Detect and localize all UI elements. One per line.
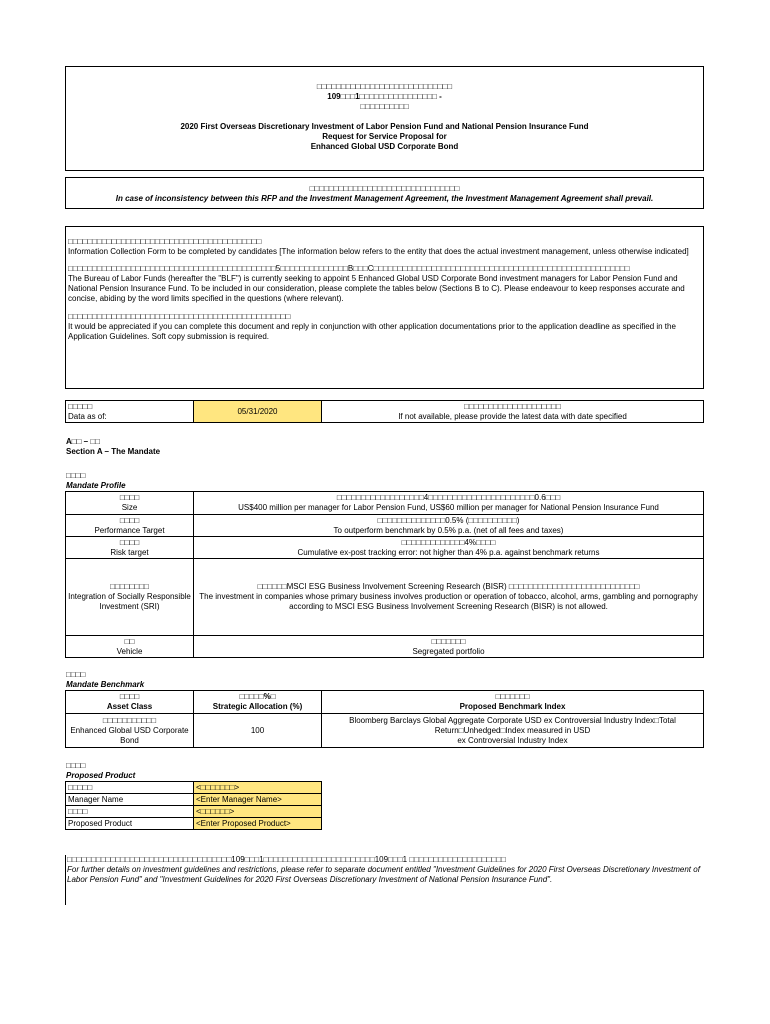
vehicle-label-cell [66, 636, 194, 658]
size-label-en: Size [121, 503, 138, 512]
table-row [66, 714, 704, 748]
proposed-product-title-zh: □□□□ [66, 761, 86, 770]
risk-value-zh: □□□□□□□□□□□□□4%□□□□ [401, 537, 496, 547]
zh-title-line1: □□□□□□□□□□□□□□□□□□□□□□□□□□□□ [316, 82, 453, 91]
size-value-zh: □□□□□□□□□□□□□□□□□□4□□□□□□□□□□□□□□□□□□□□□□0.6□□□ [336, 493, 561, 502]
header-asset-class-en: Asset Class [106, 702, 153, 711]
size-value-cell [194, 492, 704, 515]
performance-label-cell [66, 515, 194, 537]
size-label-cell [66, 492, 194, 515]
performance-label-en: Performance Target [94, 525, 165, 535]
vehicle-value-zh: □□□□□□□ [431, 636, 466, 646]
manager-name-input[interactable]: <Enter Manager Name> [194, 794, 322, 806]
header-benchmark-index-en: Proposed Benchmark Index [459, 702, 566, 711]
table-row [66, 818, 322, 830]
data-as-of-label [66, 401, 194, 423]
data-as-of-note-en: If not available, please provide the latest data with date specified [398, 411, 627, 421]
mandate-benchmark-title-en: Mandate Benchmark [66, 680, 145, 689]
data-as-of-label-zh: □□□□□ [68, 401, 93, 411]
en-title-line1: 2020 First Overseas Discretionary Investment of Labor Pension Fund and National Pension Insurance Fund [180, 122, 589, 131]
header-allocation-en: Strategic Allocation (%) [212, 702, 303, 711]
section-a-title-zh: A□□ – □□ [66, 437, 100, 446]
intro-p1-zh: □□□□□□□□□□□□□□□□□□□□□□□□□□□□□□□□□□□□□□□□ [68, 237, 262, 246]
performance-label-zh: □□□□ [119, 515, 140, 525]
proposed-product-title-en: Proposed Product [66, 771, 136, 780]
data-as-of-table [65, 400, 704, 423]
asset-class-zh: □□□□□□□□□□□ [102, 715, 157, 725]
sri-value-zh: □□□□□□MSCI ESG Business Involvement Screening Research (BISR) □□□□□□□□□□□□□□□□□□□□□□□□□□□ [257, 582, 640, 591]
vehicle-value-cell [194, 636, 704, 658]
proposed-product-label-zh: □□□□ [66, 806, 194, 818]
proposed-product-table [65, 781, 322, 830]
table-row [66, 559, 704, 636]
mandate-benchmark-table [65, 690, 704, 748]
risk-value-en: Cumulative ex-post tracking error: not higher than 4% p.a. against benchmark returns [297, 547, 600, 557]
sri-label-en: Integration of Socially Responsible Investment (SRI) [68, 592, 191, 611]
mandate-profile-title-en: Mandate Profile [66, 481, 126, 490]
asset-class-en: Enhanced Global USD Corporate Bond [70, 725, 189, 745]
size-label-zh: □□□□ [119, 493, 140, 502]
title-box [65, 66, 704, 171]
performance-value-en: To outperform benchmark by 0.5% p.a. (net of all fees and taxes) [333, 525, 564, 535]
proposed-product-label: Proposed Product [66, 818, 194, 830]
risk-value-cell [194, 537, 704, 559]
header-allocation [194, 691, 322, 714]
header-allocation-zh: □□□□□%□ [239, 692, 276, 701]
data-as-of-note-zh: □□□□□□□□□□□□□□□□□□□□ [464, 401, 561, 411]
performance-value-cell [194, 515, 704, 537]
table-row [66, 492, 704, 515]
intro-p3-zh: □□□□□□□□□□□□□□□□□□□□□□□□□□□□□□□□□□□□□□□□□□□□□□ [68, 312, 291, 321]
footnote [65, 855, 705, 905]
benchmark-index-line3: ex Controversial Industry Index [457, 735, 568, 745]
risk-label-en: Risk target [110, 547, 149, 557]
table-row [66, 806, 322, 818]
manager-name-input-zh[interactable]: <□□□□□□□> [194, 782, 322, 794]
size-value-en: US$400 million per manager for Labor Pension Fund, US$60 million per manager for National Pension Insurance Fund [238, 503, 659, 512]
data-as-of-label-en: Data as of: [68, 411, 107, 421]
table-row [66, 691, 704, 714]
manager-name-label-zh: □□□□□ [66, 782, 194, 794]
risk-label-cell [66, 537, 194, 559]
mandate-profile-title-zh: □□□□ [66, 471, 86, 480]
intro-p2-en: The Bureau of Labor Funds (hereafter the "BLF") is currently seeking to appoint 5 Enhanced Global USD Corporate Bond investment managers for Labor Pension Fund and National Pension Insurance Fund. To be included in our consideration, please complete the tables below (Sections B to C). Please endeavour to keep responses accurate and concise, abiding by the word limits specified in the questions (where relevant). [68, 274, 685, 303]
risk-label-zh: □□□□ [119, 537, 140, 547]
asset-class-cell [66, 714, 194, 748]
vehicle-value-en: Segregated portfolio [412, 646, 485, 656]
manager-name-label: Manager Name [66, 794, 194, 806]
benchmark-index-line1: Bloomberg Barclays Global Aggregate Corporate USD ex Controversial Industry Index□Total [349, 715, 676, 725]
notice-box [65, 177, 704, 209]
intro-p3-en: It would be appreciated if you can complete this document and reply in conjunction with other application documentations prior to the application deadline as specified in the Application Guidelines. Soft copy submission is required. [68, 322, 676, 341]
table-row [66, 636, 704, 658]
en-title-line2: Request for Service Proposal for [322, 132, 447, 141]
benchmark-index-cell [322, 714, 704, 748]
table-row [66, 537, 704, 559]
sri-label-cell [66, 559, 194, 636]
vehicle-label-en: Vehicle [116, 646, 143, 656]
sri-value-cell [194, 559, 704, 636]
sri-value-en: The investment in companies whose primary business involves production or operation of tobacco, alcohol, arms, gambling and pornography according to MSCI ESG Business Involvement Screening Research (BISR) is not allowed. [199, 592, 698, 611]
proposed-product-input-zh[interactable]: <□□□□□□> [194, 806, 322, 818]
mandate-benchmark-title-zh: □□□□ [66, 670, 86, 679]
header-asset-class-zh: □□□□ [119, 692, 140, 701]
header-benchmark-index-zh: □□□□□□□ [495, 692, 530, 701]
header-benchmark-index [322, 691, 704, 714]
table-row [66, 515, 704, 537]
zh-title-line3: □□□□□□□□□□ [360, 102, 409, 111]
performance-value-zh: □□□□□□□□□□□□□□0.5% (□□□□□□□□□□) [377, 515, 520, 525]
section-a-title-en: Section A – The Mandate [66, 447, 161, 456]
vehicle-label-zh: □□ [124, 636, 135, 646]
proposed-product-input[interactable]: <Enter Proposed Product> [194, 818, 322, 830]
intro-box [65, 226, 704, 389]
data-as-of-note [322, 401, 704, 423]
notice-en: In case of inconsistency between this RFP and the Investment Management Agreement, the Investment Management Agreement shall prevail. [115, 194, 654, 203]
mandate-profile-table [65, 491, 704, 658]
data-as-of-value[interactable]: 05/31/2020 [194, 401, 322, 423]
table-row [66, 782, 322, 794]
zh-title-line2: 109□□□1□□□□□□□□□□□□□□□□ - [327, 92, 442, 101]
footnote-zh: □□□□□□□□□□□□□□□□□□□□□□□□□□□□□□□□□□109□□□1□□□□□□□□□□□□□□□□□□□□□□□109□□□1 □□□□□□□□□□□□□□□□□□□□ [67, 855, 506, 864]
header-asset-class [66, 691, 194, 714]
footnote-en: For further details on investment guidelines and restrictions, please refer to separate document entitled "Investment Guidelines for 2020 First Overseas Discretionary Investment of Labor Pension Fund" and "Investment Guidelines for 2020 First Overseas Discretionary Investment of National Pension Insurance Fund". [67, 865, 700, 884]
benchmark-index-line2: Return□Unhedged□Index measured in USD [434, 725, 591, 735]
en-title-line3: Enhanced Global USD Corporate Bond [310, 142, 459, 151]
allocation-cell: 100 [194, 714, 322, 748]
intro-p2-zh: □□□□□□□□□□□□□□□□□□□□□□□□□□□□□□□□□□□□□□□□□□□5□□□□□□□□□□□□□□B□□□C□□□□□□□□□□□□□□□□□□□□□□□□□□□□□□□□□□□□□□□□□□□□□□□□□□□□□ [68, 264, 630, 273]
sri-label-zh: □□□□□□□□ [110, 582, 149, 591]
table-row [66, 794, 322, 806]
notice-zh: □□□□□□□□□□□□□□□□□□□□□□□□□□□□□□□ [309, 184, 460, 193]
intro-p1-en: Information Collection Form to be completed by candidates [The information below refers to the entity that does the actual investment management, unless otherwise indicated] [68, 247, 689, 256]
